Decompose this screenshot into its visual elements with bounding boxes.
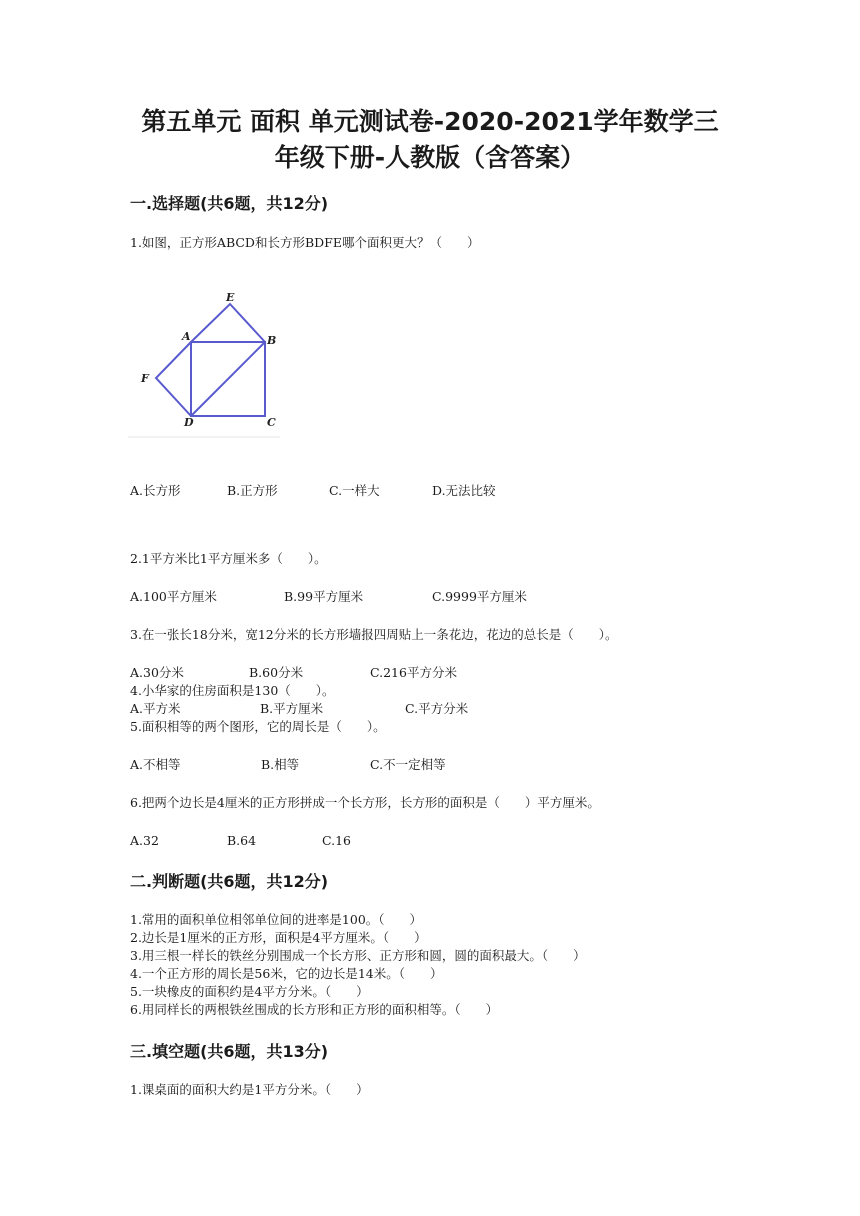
question-1-5: 5.面积相等的两个图形，它的周长是（ ）。	[130, 719, 386, 734]
q5-option-b: B.相等	[261, 757, 300, 772]
q4-option-b: B.平方厘米	[260, 701, 324, 716]
q5-option-a: A.不相等	[130, 757, 181, 772]
label-d: D	[184, 416, 194, 429]
label-f: F	[141, 372, 149, 385]
judgement-item-4: 4.一个正方形的周长是56米，它的边长是14米。（ ）	[130, 966, 443, 981]
judgement-item-2: 2.边长是1厘米的正方形，面积是4平方厘米。（ ）	[130, 930, 427, 945]
question-1-4: 4.小华家的住房面积是130（ ）。	[130, 683, 335, 698]
q4-option-c: C.平方分米	[405, 701, 469, 716]
q3-option-a: A.30分米	[130, 665, 184, 680]
question-1-1: 1.如图，正方形ABCD和长方形BDFE哪个面积更大？（ ）	[130, 235, 480, 250]
q6-option-a: A.32	[130, 833, 159, 848]
document-title-line-2: 年级下册-人教版（含答案）	[274, 143, 586, 172]
section-heading-judgement: 二.判断题(共6题，共12分)	[130, 872, 329, 891]
q3-option-b: B.60分米	[249, 665, 304, 680]
document-title-line-1: 第五单元 面积 单元测试卷-2020-2021学年数学三	[141, 107, 719, 136]
q2-option-b: B.99平方厘米	[284, 589, 364, 604]
q6-option-b: B.64	[227, 833, 257, 848]
q1-option-d: D.无法比较	[432, 483, 496, 498]
judgement-item-6: 6.用同样长的两根铁丝围成的长方形和正方形的面积相等。（ ）	[130, 1002, 499, 1017]
q6-option-c: C.16	[322, 833, 351, 848]
q2-option-a: A.100平方厘米	[130, 589, 217, 604]
fill-item-1: 1.课桌面的面积大约是1平方分米。（ ）	[130, 1082, 369, 1097]
q1-option-c: C.一样大	[329, 483, 380, 498]
question-1-2: 2.1平方米比1平方厘米多（ ）。	[130, 551, 327, 566]
label-c: C	[267, 416, 276, 429]
q5-option-c: C.不一定相等	[370, 757, 446, 772]
question-1-3: 3.在一张长18分米，宽12分米的长方形墙报四周贴上一条花边，花边的总长是（ ）。	[130, 627, 618, 642]
geometry-figure	[128, 290, 288, 440]
judgement-item-5: 5.一块橡皮的面积约是4平方分米。（ ）	[130, 984, 369, 999]
section-heading-fill: 三.填空题(共6题，共13分)	[130, 1042, 329, 1061]
label-a: A	[182, 330, 191, 343]
judgement-item-3: 3.用三根一样长的铁丝分别围成一个长方形、正方形和圆，圆的面积最大。（ ）	[130, 948, 586, 963]
q1-option-b: B.正方形	[227, 483, 278, 498]
rect-side-ae-eb	[191, 304, 265, 342]
diagonal-bd	[191, 342, 265, 416]
question-1-6: 6.把两个边长是4厘米的正方形拼成一个长方形，长方形的面积是（ ）平方厘米。	[130, 795, 600, 810]
rect-side-af-fd	[156, 342, 191, 416]
label-e: E	[226, 291, 235, 304]
section-heading-choice: 一.选择题(共6题，共12分)	[130, 194, 329, 213]
q1-option-a: A.长方形	[130, 483, 181, 498]
label-b: B	[267, 334, 277, 347]
judgement-item-1: 1.常用的面积单位相邻单位间的进率是100。（ ）	[130, 912, 423, 927]
q4-option-a: A.平方米	[130, 701, 181, 716]
q3-option-c: C.216平方分米	[370, 665, 457, 680]
q2-option-c: C.9999平方厘米	[432, 589, 527, 604]
